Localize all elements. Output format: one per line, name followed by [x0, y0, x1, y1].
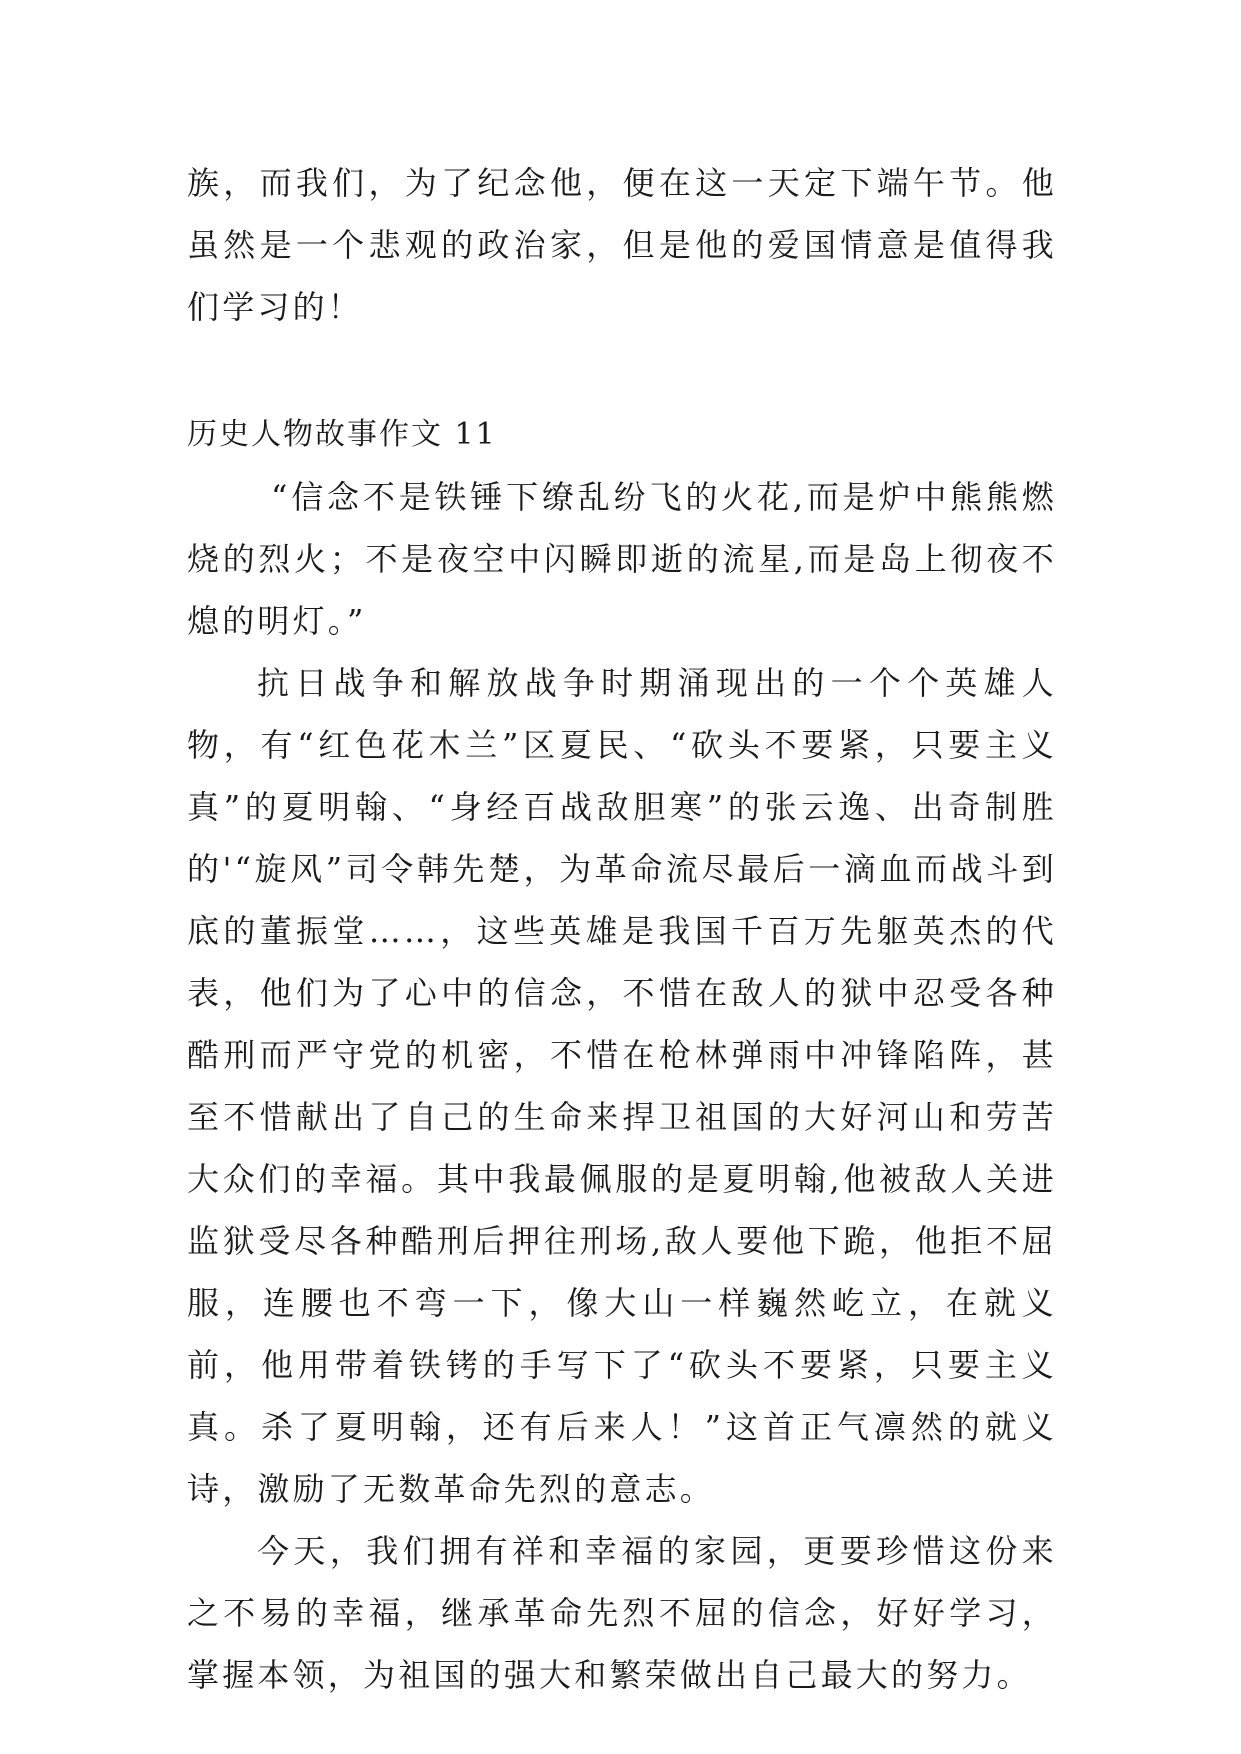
- body-paragraph-2: 今天，我们拥有祥和幸福的家园，更要珍惜这份来之不易的幸福，继承革命先烈不屈的信念，好好学习，掌握本领，为祖国的强大和繁荣做出自己最大的努力。: [187, 1532, 1057, 1694]
- quote-paragraph: “信念不是铁锤下缭乱纷飞的火花,而是炉中熊熊燃烧的烈火；不是夜空中闪瞬即逝的流星,而是岛上彻夜不熄的明灯。”: [187, 478, 1058, 640]
- section-spacer: [187, 338, 1057, 404]
- intro-paragraph: 族，而我们，为了纪念他，便在这一天定下端午节。他虽然是一个悲观的政治家，但是他的爱国情意是值得我们学习的！: [187, 164, 1057, 326]
- section-title: 历史人物故事作文 11: [187, 417, 497, 452]
- document-body: [187, 152, 1057, 1706]
- body-paragraph-1: 抗日战争和解放战争时期涌现出的一个个英雄人物，有“红色花木兰”区夏民、“砍头不要紧，只要主义真”的夏明翰、“身经百战敌胆寒”的张云逸、出奇制胜的'“旋风”司令韩先楚，为革命流尽最后一滴血而战斗到底的董振堂……，这些英雄是我国千百万先躯英杰的代表，他们为了心中的信念，不惜在敌人的狱中忍受各种酷刑而严守党的机密，不惜在枪林弹雨中冲锋陷阵，甚至不惜献出了自己的生命来捍卫祖国的大好河山和劳苦大众们的幸福。其中我最佩服的是夏明翰,他被敌人关进监狱受尽各种酷刑后押往刑场,敌人要他下跪，他拒不屈服，连腰也不弯一下，像大山一样巍然屹立，在就义前，他用带着铁铐的手写下了“砍头不要紧，只要主义真。杀了夏明翰，还有后来人！”这首正气凛然的就义诗，激励了无数革命先烈的意志。: [187, 664, 1057, 1508]
